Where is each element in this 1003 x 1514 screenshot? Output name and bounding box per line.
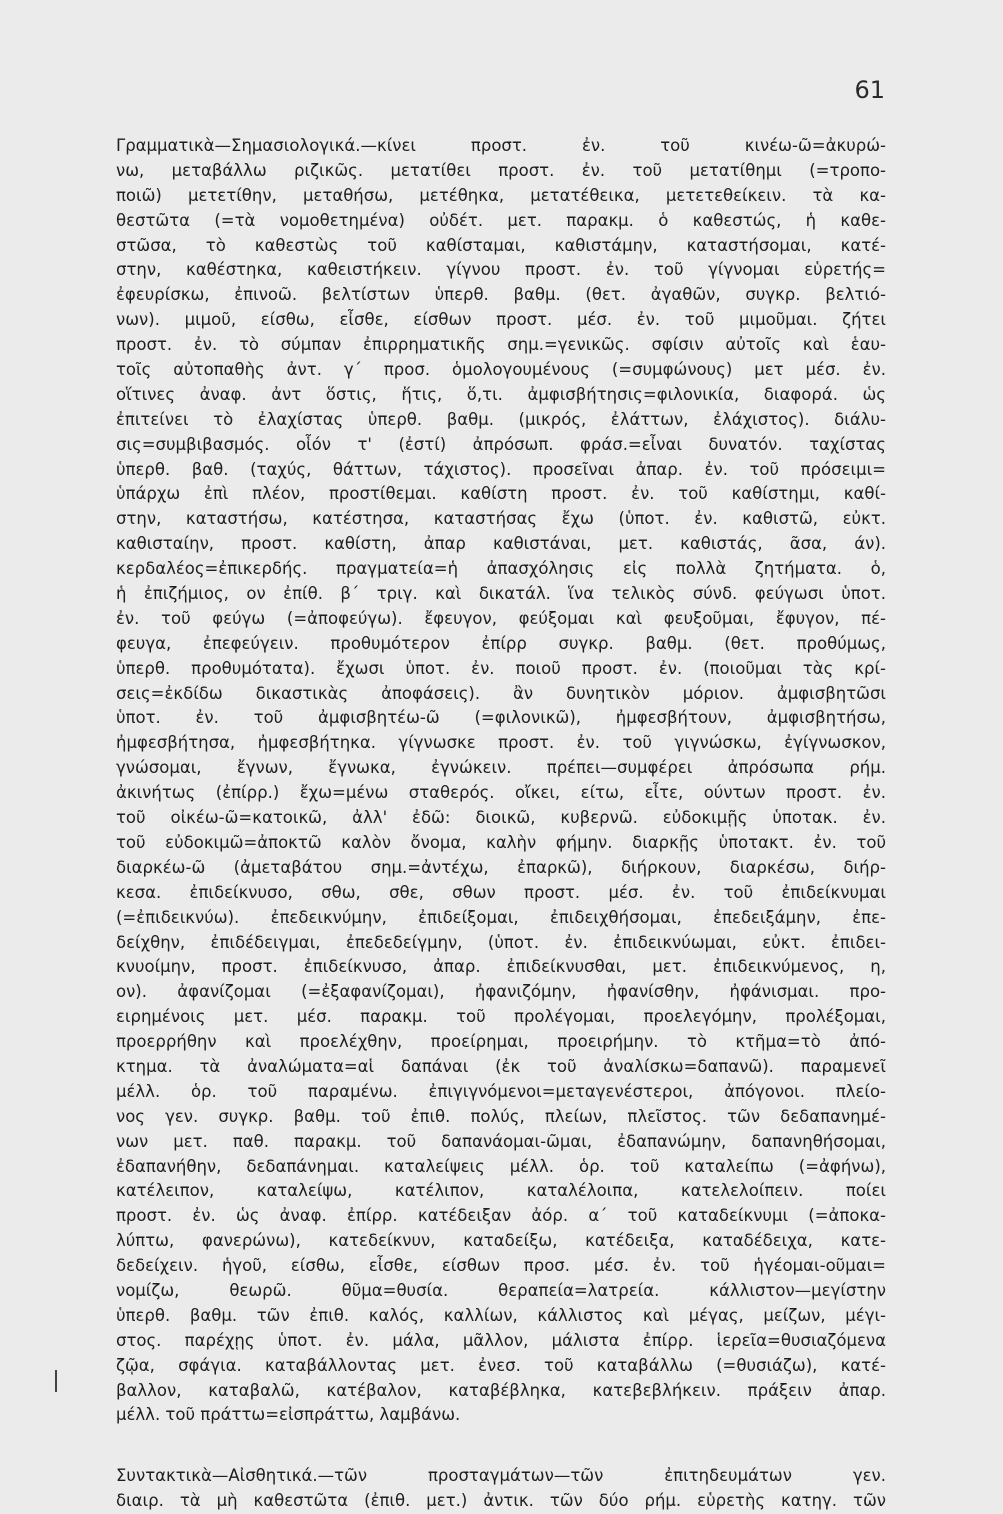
text-line: σεις=ἐκδίδω δικαστικὰς ἀποφάσεις). ἂν δυνητικὸν μόριον. ἀμφισβητῶσι (116, 683, 886, 703)
text-line: βαλλον, καταβαλῶ, κατέβαλον, καταβέβληκα, κατεβεβλήκειν. πράξειν ἀπαρ. (116, 1380, 886, 1400)
text-line: λύπτω, φανερώνω), κατεδείκνυν, καταδείξω, κατέδειξα, καταδέδειχα, κατε- (116, 1231, 886, 1251)
text-line: προστ. ἐν. τὸ σύμπαν ἐπιρρηματικῆς σημ.=γενικῶς. σφίσιν αὐτοῖς καὶ ἑαυ- (116, 335, 886, 355)
text-line: κεσα. ἐπιδείκνυσο, σθω, σθε, σθων προστ. μέσ. ἐν. τοῦ ἐπιδείκνυμαι (116, 882, 886, 902)
text-line: ἐπιτείνει τὸ ἐλαχίστας ὑπερθ. βαθμ. (μικρός, ἐλάττων, ἐλάχιστος). διάλυ- (116, 409, 886, 429)
text-line: ἠμφεσβήτησα, ἠμφεσβήτηκα. γίγνωσκε προστ. ἐν. τοῦ γιγνώσκω, ἐγίγνωσκον, (116, 733, 886, 753)
text-line: μέλλ. ὁρ. τοῦ παραμένω. ἐπιγιγνόμενοι=μεταγενέστεροι, ἀπόγονοι. πλείο- (116, 1081, 886, 1101)
text-line: τοῦ εὐδοκιμῶ=ἀποκτῶ καλὸν ὄνομα, καλὴν φήμην. διαρκῇς ὑποτακτ. ἐν. τοῦ (116, 832, 886, 852)
text-line: νω, μεταβάλλω ριζικῶς. μετατίθει προστ. ἐν. τοῦ μετατίθημι (=τροπο- (116, 160, 886, 180)
page-number: 61 (854, 76, 885, 104)
text-line: προστ. ἐν. ὡς ἀναφ. ἐπίρρ. κατέδειξαν ἀόρ. α΄ τοῦ καταδείκνυμι (=ἀποκα- (116, 1206, 886, 1226)
text-line: στῶσα, τὸ καθεστὼς τοῦ καθίσταμαι, καθιστάμην, καταστήσομαι, κατέ- (116, 235, 886, 255)
text-line: Συντακτικὰ—Αἰσθητικά.—τῶν προσταγμάτων—τῶν ἐπιτηδευμάτων γεν. (116, 1466, 886, 1486)
text-line: ποιῶ) μετετίθην, μεταθήσω, μετέθηκα, μετατέθεικα, μετετεθείκειν. τὰ κα- (116, 185, 886, 205)
text-line: στην, καθέστηκα, καθειστήκειν. γίγνου προστ. ἐν. τοῦ γίγνομαι εὑρετής= (116, 260, 886, 280)
text-line: καθισταίην, προστ. καθίστη, ἀπαρ καθιστάναι, μετ. καθιστάς, ᾶσα, άν). (116, 534, 886, 554)
text-line: γνώσομαι, ἔγνων, ἔγνωκα, ἐγνώκειν. πρέπει—συμφέρει ἀπρόσωπα ρήμ. (116, 758, 886, 778)
text-line: νων). μιμοῦ, είσθω, εἶσθε, είσθων προστ. μέσ. ἐν. τοῦ μιμοῦμαι. ζήτει (116, 310, 886, 330)
text-line: ον). ἀφανίζομαι (=ἐξαφανίζομαι), ἠφανιζόμην, ἠφανίσθην, ἠφάνισμαι. προ- (116, 982, 886, 1002)
text-line: κτημα. τὰ ἀναλώματα=αἱ δαπάναι (ἐκ τοῦ ἀναλίσκω=δαπανῶ). παραμενεῖ (116, 1056, 886, 1076)
text-line: οἵτινες ἀναφ. ἀντ ὅστις, ἥτις, ὅ,τι. ἀμφισβήτησις=φιλονικία, διαφορά. ὡς (116, 384, 886, 404)
text-line: νος γεν. συγκρ. βαθμ. τοῦ ἐπιθ. πολύς, πλείων, πλεῖστος. τῶν δεδαπανημέ- (116, 1106, 886, 1126)
text-line: διαρκέω-ῶ (ἀμεταβάτου σημ.=ἀντέχω, ἐπαρκῶ), διήρκουν, διαρκέσω, διήρ- (116, 857, 886, 877)
text-line: προερρήθην καὶ προελέχθην, προείρημαι, προειρήμην. τὸ κτῆμα=τὸ ἀπό- (116, 1032, 886, 1052)
text-line: ἐφευρίσκω, ἐπινοῶ. βελτίστων ὑπερθ. βαθμ. (θετ. ἀγαθῶν, συγκρ. βελτιό- (116, 285, 886, 305)
text-line: νων μετ. παθ. παρακμ. τοῦ δαπανάομαι-ῶμαι, ἐδαπανώμην, δαπανηθήσομαι, (116, 1131, 886, 1151)
text-line: δείχθην, ἐπιδέδειγμαι, ἐπεδεδείγμην, (ὑποτ. ἐν. ἐπιδεικνύωμαι, εὐκτ. ἐπιδει- (116, 932, 886, 952)
text-line: σις=συμβιβασμός. οἷόν τ' (ἐστί) ἀπρόσωπ. φράσ.=εἶναι δυνατόν. ταχίστας (116, 434, 886, 454)
text-line: ὑπερθ. βαθμ. τῶν ἐπιθ. καλός, καλλίων, κάλλιστος καὶ μέγας, μείζων, μέγι- (116, 1305, 886, 1325)
text-line: ὑπερθ. βαθ. (ταχύς, θάττων, τάχιστος). προσεῖναι ἀπαρ. ἐν. τοῦ πρόσειμι= (116, 459, 886, 479)
text-line: ὑπερθ. προθυμότατα). ἔχωσι ὑποτ. ἐν. ποιοῦ προστ. ἐν. (ποιοῦμαι τὰς κρί- (116, 658, 886, 678)
text-line: (=ἐπιδεικνύω). ἐπεδεικνύμην, ἐπιδείξομαι, ἐπιδειχθήσομαι, ἐπεδειξάμην, ἐπε- (116, 907, 886, 927)
section-syntactic-aesthetic (116, 1464, 886, 1514)
text-line: στην, καταστήσω, κατέστησα, καταστήσας ἔχω (ὑποτ. ἐν. καθιστῶ, εὐκτ. (116, 509, 886, 529)
text-line: θεστῶτα (=τὰ νομοθετημένα) οὐδέτ. μετ. παρακμ. ὁ καθεστώς, ἡ καθε- (116, 210, 886, 230)
text-line: διαιρ. τὰ μὴ καθεστῶτα (ἐπιθ. μετ.) ἀντικ. τῶν δύο ρήμ. εὑρετὴς κατηγ. τῶν (116, 1491, 886, 1511)
section-gap (116, 1428, 886, 1464)
margin-mark (55, 1370, 57, 1392)
text-line: ὑπάρχω ἐπὶ πλέον, προστίθεμαι. καθίστη προστ. ἐν. τοῦ καθίστημι, καθί- (116, 484, 886, 504)
text-line: Γραμματικὰ—Σημασιολογικά.—κίνει προστ. ἐν. τοῦ κινέω-ῶ=ἀκυρώ- (116, 136, 886, 155)
text-line: τοῦ οἰκέω-ῶ=κατοικῶ, ἀλλ' ἐδῶ: διοικῶ, κυβερνῶ. εὐδοκιμῇς ὑποτακ. ἐν. (116, 808, 886, 828)
text-line: ζῷα, σφάγια. καταβάλλοντας μετ. ἐνεσ. τοῦ καταβάλλω (=θυσιάζω), κατέ- (116, 1355, 886, 1375)
text-line: δεδείχειν. ἡγοῦ, είσθω, εἶσθε, είσθων προσ. μέσ. ἐν. τοῦ ἡγέομαι-οῦμαι= (116, 1256, 886, 1276)
text-line: ὑποτ. ἐν. τοῦ ἀμφισβητέω-ῶ (=φιλονικῶ), ἠμφεσβήτουν, ἀμφισβητήσω, (116, 708, 886, 728)
text-line: τοῖς αὐτοπαθὴς ἀντ. γ΄ προσ. ὁμολογουμένους (=συμφώνους) μετ μέσ. ἐν. (116, 360, 886, 380)
text-line: ἀκινήτως (ἐπίρρ.) ἔχω=μένω σταθερός. οἴκει, είτω, εἶτε, ούντων προστ. ἐν. (116, 783, 886, 803)
text-line: ειρημένοις μετ. μέσ. παρακμ. τοῦ προλέγομαι, προελεγόμην, προλέξομαι, (116, 1007, 886, 1027)
text-line: στος. παρέχῃς ὑποτ. ἐν. μάλα, μᾶλλον, μάλιστα ἐπίρρ. ἱερεῖα=θυσιαζόμενα (116, 1330, 886, 1350)
text-line: κατέλειπον, καταλείψω, κατέλιπον, καταλέλοιπα, κατελελοίπειν. ποίει (116, 1181, 886, 1201)
text-line: μέλλ. τοῦ πράττω=εἰσπράττω, λαμβάνω. (116, 1405, 461, 1425)
text-line: νομίζω, θεωρῶ. θῦμα=θυσία. θεραπεία=λατρεία. κάλλιστον—μεγίστην (116, 1280, 886, 1300)
text-line: κνυοίμην, προστ. ἐπιδείκνυσο, ἀπαρ. ἐπιδείκνυσθαι, μετ. ἐπιδεικνύμενος, η, (116, 957, 886, 977)
section-grammatical-semantic (116, 134, 886, 1428)
text-line: ἡ ἐπιζήμιος, ον ἐπίθ. β΄ τριγ. καὶ δικατάλ. ἵνα τελικὸς σύνδ. φεύγωσι ὑποτ. (116, 584, 886, 604)
text-line: κερδαλέος=ἐπικερδής. πραγματεία=ἡ ἀπασχόλησις εἰς πολλὰ ζητήματα. ὁ, (116, 559, 886, 579)
body-text (116, 134, 886, 1514)
text-line: ἐδαπανήθην, δεδαπάνημαι. καταλείψεις μέλλ. ὁρ. τοῦ καταλείπω (=ἀφήνω), (116, 1156, 886, 1176)
text-line: ἐν. τοῦ φεύγω (=ἀποφεύγω). ἔφευγον, φεύξομαι καὶ φευξοῦμαι, ἔφυγον, πέ- (116, 608, 886, 628)
text-line: φευγα, ἐπεφεύγειν. προθυμότερον ἐπίρρ συγκρ. βαθμ. (θετ. προθύμως, (116, 633, 886, 653)
